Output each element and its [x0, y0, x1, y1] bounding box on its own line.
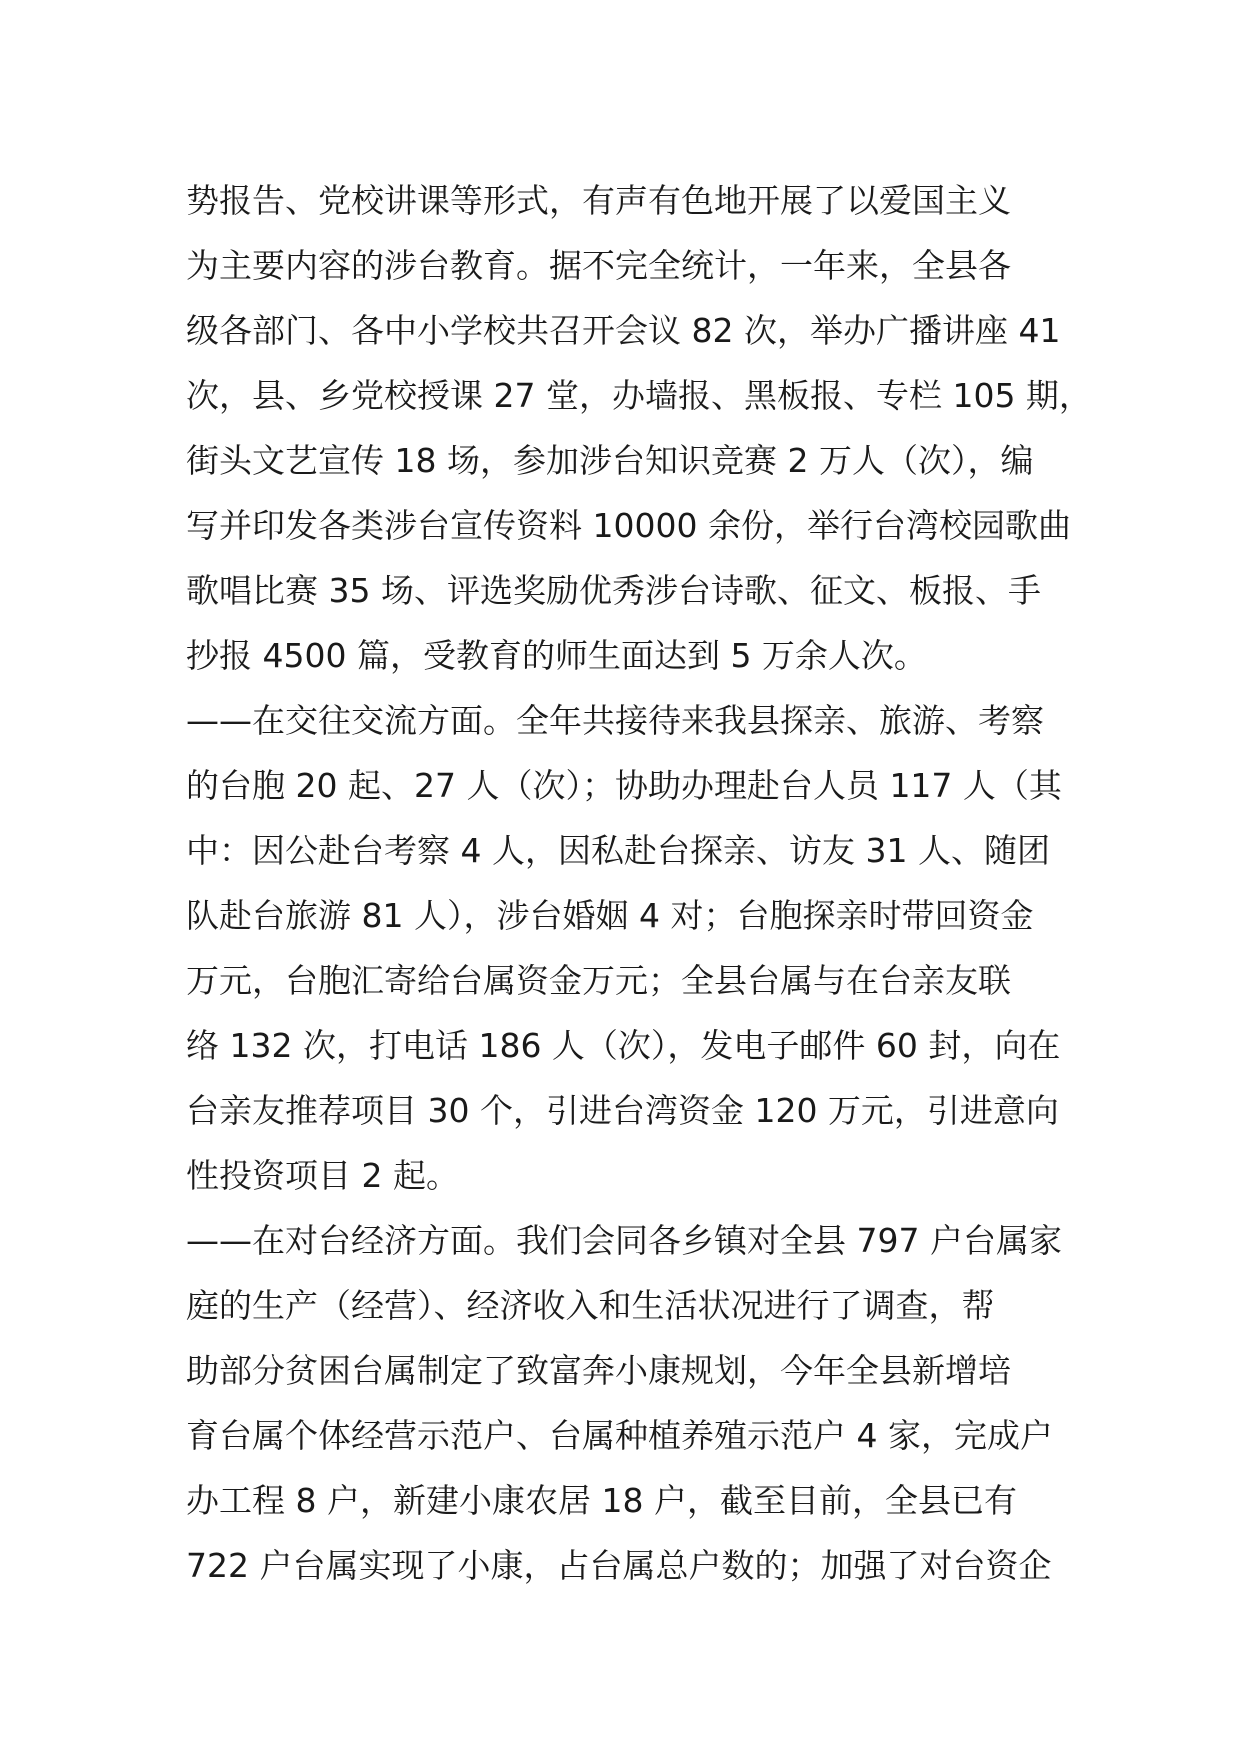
text-line-7: 歌唱比赛 35 场、评选奖励优秀涉台诗歌、征文、板报、手: [186, 571, 1041, 610]
text-line-12: 队赴台旅游 81 人），涉台婚姻 4 对；台胞探亲时带回资金: [186, 896, 1034, 935]
text-line-6: 写并印发各类涉台宣传资料 10000 余份，举行台湾校园歌曲: [186, 506, 1071, 545]
text-line-17: ——在对台经济方面。我们会同各乡镇对全县 797 户台属家: [186, 1221, 1062, 1260]
text-line-4: 次，县、乡党校授课 27 堂，办墙报、黑板报、专栏 105 期，: [186, 376, 1092, 415]
text-line-9: ——在交往交流方面。全年共接待来我县探亲、旅游、考察: [186, 701, 1044, 740]
text-line-3: 级各部门、各中小学校共召开会议 82 次，举办广播讲座 41: [186, 311, 1061, 350]
text-line-5: 街头文艺宣传 18 场，参加涉台知识竞赛 2 万人（次），编: [186, 441, 1034, 480]
text-line-21: 办工程 8 户，新建小康农居 18 户，截至目前，全县已有: [186, 1481, 1017, 1520]
text-line-8: 抄报 4500 篇，受教育的师生面达到 5 万余人次。: [186, 636, 927, 675]
text-line-1: 势报告、党校讲课等形式，有声有色地开展了以爱国主义: [186, 181, 1011, 220]
body-text: [186, 168, 1092, 1598]
text-line-16: 性投资项目 2 起。: [186, 1156, 459, 1195]
text-line-14: 络 132 次，打电话 186 人（次），发电子邮件 60 封，向在: [186, 1026, 1061, 1065]
text-line-20: 育台属个体经营示范户、台属种植养殖示范户 4 家，完成户: [186, 1416, 1053, 1455]
text-line-2: 为主要内容的涉台教育。据不完全统计，一年来，全县各: [186, 246, 1011, 285]
text-line-13: 万元，台胞汇寄给台属资金万元；全县台属与在台亲友联: [186, 961, 1011, 1000]
text-line-18: 庭的生产（经营）、经济收入和生活状况进行了调查，帮: [186, 1286, 995, 1325]
text-line-11: 中：因公赴台考察 4 人，因私赴台探亲、访友 31 人、随团: [186, 831, 1050, 870]
text-line-10: 的台胞 20 起、27 人（次）；协助办理赴台人员 117 人（其: [186, 766, 1062, 805]
text-line-15: 台亲友推荐项目 30 个，引进台湾资金 120 万元，引进意向: [186, 1091, 1059, 1130]
text-line-22: 722 户台属实现了小康，占台属总户数的；加强了对台资企: [186, 1546, 1052, 1585]
text-line-19: 助部分贫困台属制定了致富奔小康规划，今年全县新增培: [186, 1351, 1011, 1390]
